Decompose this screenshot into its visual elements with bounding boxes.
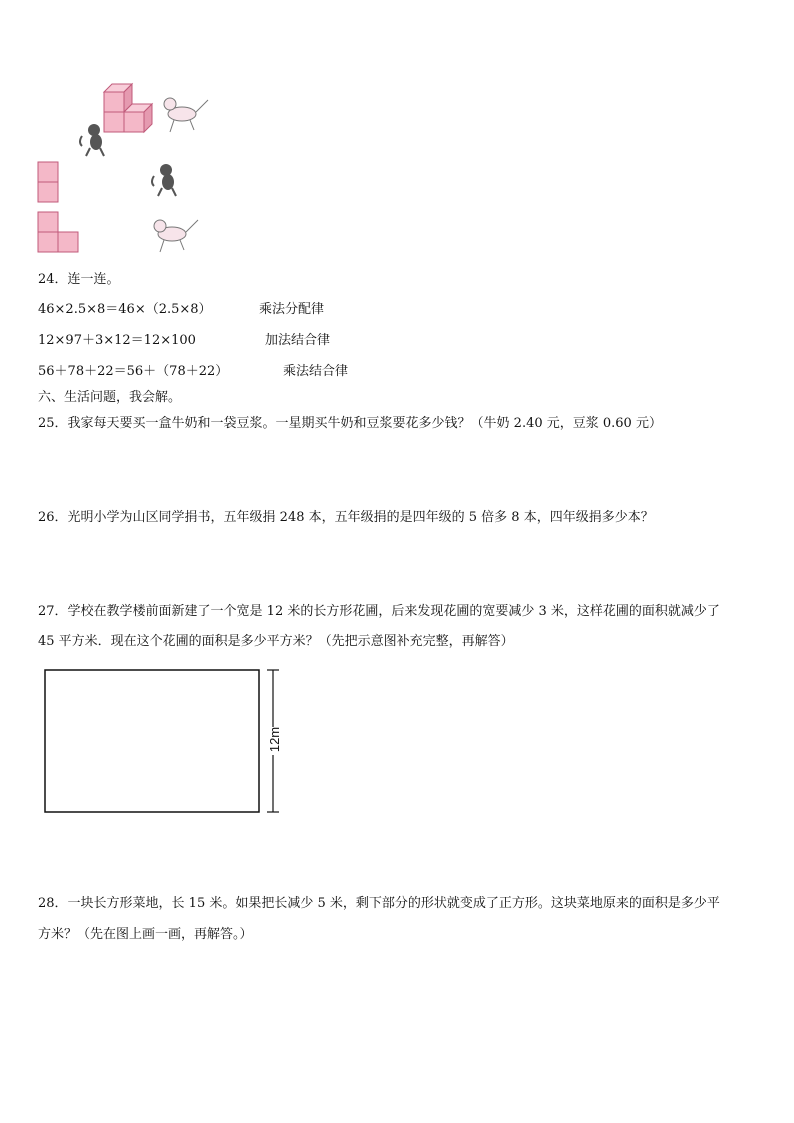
q28-text-line1: 28．一块长方形菜地，长 15 米。如果把长减少 5 米，剩下部分的形状就变成了正方形。这块菜地原来的面积是多少平 <box>38 896 720 911</box>
section-title: 六、生活问题，我会解。 <box>38 390 182 405</box>
q24-title: 24．连一连。 <box>38 272 120 287</box>
dog-icon <box>164 98 208 132</box>
q27-text-line1: 27．学校在教学楼前面新建了一个宽是 12 米的长方形花圃，后来发现花圃的宽要减少 3 米，这样花圃的面积就减少了 <box>38 604 720 619</box>
view-option-1 <box>36 160 206 206</box>
q24-expr-2: 12×97＋3×12＝12×100 <box>38 333 196 348</box>
q24-expr-3: 56＋78＋22＝56＋（78＋22） <box>38 364 229 379</box>
monkey-icon <box>80 124 104 156</box>
garden-rectangle <box>45 670 259 812</box>
dog-icon <box>154 220 198 252</box>
monkey-icon <box>152 164 176 196</box>
q24-law-3: 乘法结合律 <box>283 364 349 379</box>
q24-law-1: 乘法分配律 <box>259 302 325 317</box>
q24-expr-1: 46×2.5×8＝46×（2.5×8） <box>38 302 212 317</box>
garden-diagram <box>40 665 290 820</box>
view-option-2 <box>36 210 206 258</box>
q28-text-line2: 方米？（先在图上画一画，再解答。） <box>38 927 253 942</box>
cube-figure <box>70 80 220 160</box>
dimension-label: 12m <box>267 726 283 753</box>
q26-text: 26．光明小学为山区同学捐书，五年级捐 248 本，五年级捐的是四年级的 5 倍多 8 本，四年级捐多少本？ <box>38 510 654 525</box>
q24-law-2: 加法结合律 <box>265 333 331 348</box>
q25-text: 25．我家每天要买一盒牛奶和一袋豆浆。一星期买牛奶和豆浆要花多少钱？（牛奶 2.40 元，豆浆 0.60 元） <box>38 416 662 431</box>
q27-text-line2: 45 平方米．现在这个花圃的面积是多少平方米？（先把示意图补充完整，再解答） <box>38 634 514 649</box>
